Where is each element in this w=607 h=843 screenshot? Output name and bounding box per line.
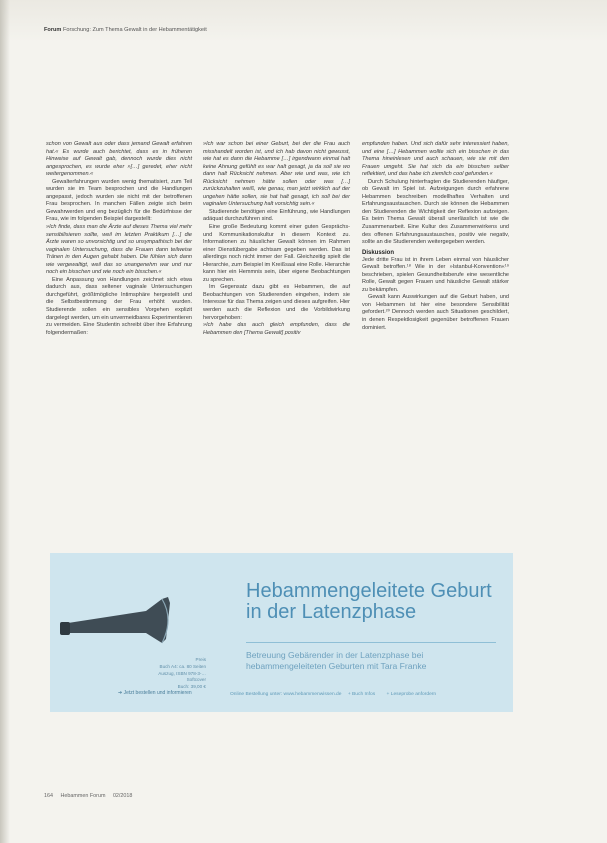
journal-name: Hebammen Forum bbox=[60, 793, 106, 799]
quote-paragraph: schon von Gewalt aus oder dass jemand Gewalt erfahren hat.« Es wurde auch berichtet, dass es in früheren Hinweise auf Gewalt gab, dennoch wurde dies nicht angesprochen, es wurde eher »[…] geredet, eher nicht weitergenommen.« bbox=[46, 141, 192, 178]
quote-paragraph: »Ich war schon bei einer Geburt, bei der die Frau auch misshandelt worden ist, und ich hab davon nicht gewusst, wie hat es dann die Hebamme […] irgendwann einmal halt keine Ahnung gefühlt es war halt gesagt, ja da soll sie wo dann halt Rücksicht nehmen. Aber wie und was, wie ich Rücksicht nehmen hätte sollen oder was […] zurückzuhalten weiß, wie genau, man jetzt wirklich auf der ungehen hätte sollen, sie hat halt gesagt, ich soll bei der vaginalen Untersuchung halt vorsichtig sein.« bbox=[203, 141, 350, 208]
arrow-icon: ➔ bbox=[118, 690, 124, 696]
ad-title-line-2: in der Latenzphase bbox=[246, 601, 417, 623]
header-section: Forum bbox=[44, 27, 62, 33]
ad-title-line-1: Hebammengeleitete Geburt bbox=[246, 580, 492, 602]
issue-number: 02/2018 bbox=[112, 793, 133, 799]
body-paragraph: Jede dritte Frau ist in ihrem Leben einmal von häuslicher Gewalt betroffen.¹⁸ Wie in der »Istanbul-Konvention«¹⁹ beschrieben, spielen Gesundheitsberufe eine wesentliche Rolle, Gewalt gegen Frauen und häusliche Gewalt stärker zu bekämpfen. bbox=[362, 256, 509, 293]
text-column-1 bbox=[46, 141, 192, 337]
ad-link[interactable]: Online Bestellung unter: www.hebammenwissen.de bbox=[230, 692, 342, 697]
ad-link[interactable]: + Leseprobe anfordern bbox=[386, 692, 437, 697]
ad-info-line: Preis bbox=[195, 657, 206, 662]
quote-paragraph: »Ich finde, dass man die Ärzte auf dieses Thema viel mehr sensibilisieren sollte, weil im letzten Praktikum […] die Ärzte waren so unvorsichtig und so unsympathisch bei der vaginalen Untersuchung, dass die Frauen dann teilweise Tränen in den Augen gehabt haben. Die fühlen sich dann wie vergewaltigt, weil das so unangenehm war und nur noch ein bisschen und wie noch ein bisschen.« bbox=[46, 224, 192, 276]
top-margin bbox=[0, 0, 607, 42]
page-shadow bbox=[0, 0, 10, 843]
section-heading: Diskussion bbox=[362, 249, 395, 256]
ad-book-info bbox=[118, 657, 206, 691]
body-paragraph: Eine große Bedeutung kommt einer guten Gesprächs- und Kommunikationskultur in diesem Kontext zu. Informationen zu häuslicher Gewalt können im Rahmen einer Dienstübergabe achtsam gegeben werden. Das ist allerdings noch nicht immer der Fall. Gleichzeitig spielt die Hierarchie, zum Beispiel im Kreißsaal eine Rolle. Hierarchie kann hier ein Hemmnis sein, über eigene Beobachtungen zu sprechen. bbox=[203, 224, 350, 283]
ad-links bbox=[230, 692, 446, 697]
ad-info-line: Auszug, ISBN 978-3-… bbox=[158, 670, 206, 676]
text-column-3 bbox=[362, 141, 509, 332]
ad-info-line: Buch A4: ca. 80 Seiten bbox=[159, 663, 206, 669]
quote-paragraph: empfunden haben. Und sich dafür sehr interessiert haben, und eine […] Hebammen wollte sich ein bisschen in das Thema hineinlesen und auch schauen, wie sie mit den Frauen umgeht. Sie hat sich da ein bisschen selber reflektiert, und das habe ich ziemlich cool gefunden.« bbox=[362, 141, 509, 178]
body-paragraph: Durch Schulung hinterfragten die Studierenden häufiger, ob Gewalt im Spiel ist. Aufzeigungen durch erfahrene Hebammen beschreiben modellhaftes Verhalten und Erfahrungsaustauschen. Durch sie können die Hebammen den Studierenden die Wichtigkeit der Reflexion aufzeigen. Es beim Thema Gewalt überall unerlässlich ist wie die Zusammenarbeit. Eine Kultur des Zusammenwirkens und des offenen Erfahrungsaustausches, positiv wie negativ, sollte an die Studierenden weitergegeben werden. bbox=[362, 178, 509, 246]
book-advertisement[interactable] bbox=[50, 553, 513, 712]
text-column-2 bbox=[203, 141, 350, 337]
ad-order-link[interactable] bbox=[118, 690, 192, 696]
quote-paragraph: »Ich habe das auch gleich empfunden, dass die Hebammen den [Thema Gewalt] positiv bbox=[203, 322, 350, 336]
ad-link[interactable]: + Buch Infos bbox=[347, 692, 376, 697]
ad-link-label: Leseprobe anfordern bbox=[390, 692, 437, 697]
page-number: 164 bbox=[44, 793, 53, 799]
body-paragraph: Studierende benötigen eine Einführung, wie Handlungen adäquat durchzuführen sind. bbox=[203, 208, 350, 223]
ad-info-line: Softcover bbox=[186, 677, 206, 683]
ad-divider bbox=[246, 642, 496, 643]
ad-link-label: Buch Infos bbox=[352, 692, 376, 697]
ad-title bbox=[246, 581, 506, 623]
body-paragraph: Gewalterfahrungen wurden wenig thematisiert, zum Teil wurden sie im Team besprochen und die Handlungen angepasst, jedoch wurden sie nicht mit der betroffenen Frau besprochen. In manchen Fällen zeigte sich beim Gewahrwerden und eng bezüglich für die Bedürfnisse der Frau, wie im folgenden Beispiel dargestellt: bbox=[46, 178, 192, 223]
body-paragraph: Gewalt kann Auswirkungen auf die Geburt haben, und von Hebammen ist hier eine besondere Sensibilität gefordert.²⁰ Dennoch werden auch Situationen geschildert, in denen Respektlosigkeit gegenüber betroffenen Frauen dominiert. bbox=[362, 294, 509, 331]
ad-order-label: Jetzt bestellen und informieren bbox=[123, 690, 192, 696]
body-paragraph: Eine Anpassung von Handlungen zeichnet sich etwa dadurch aus, dass seltener vaginale Untersuchungen durchgeführt, größtmögliche Intimsphäre hergestellt und die Selbstbestimmung der Frau erhöht wurden. Studierende sollen ein sensibles Vorgehen explizit dargelegt werden, um ein unvermeidbares Experimentieren zu vermeiden. Eine Studentin schreibt über ihre Erfahrung folgendermaßen: bbox=[46, 276, 192, 336]
header-title: Forschung: Zum Thema Gewalt in der Hebammentätigkeit bbox=[62, 27, 207, 33]
ad-subtitle: Betreuung Gebärender in der Latenzphase bei hebammengeleiteten Geburten mit Tara Franke bbox=[246, 650, 427, 671]
page-footer bbox=[44, 793, 138, 799]
body-paragraph: Im Gegensatz dazu gibt es Hebammen, die auf Beobachtungen von Studierenden eingehen, indem sie Interesse für das Thema zeigen und dieses aufgreifen. Hier werden auch die Reflexion und die Vorbildwirkung hervorgehoben: bbox=[203, 284, 350, 321]
running-header bbox=[44, 27, 207, 33]
ad-info-line: Buch: 39,00 € bbox=[177, 684, 206, 690]
